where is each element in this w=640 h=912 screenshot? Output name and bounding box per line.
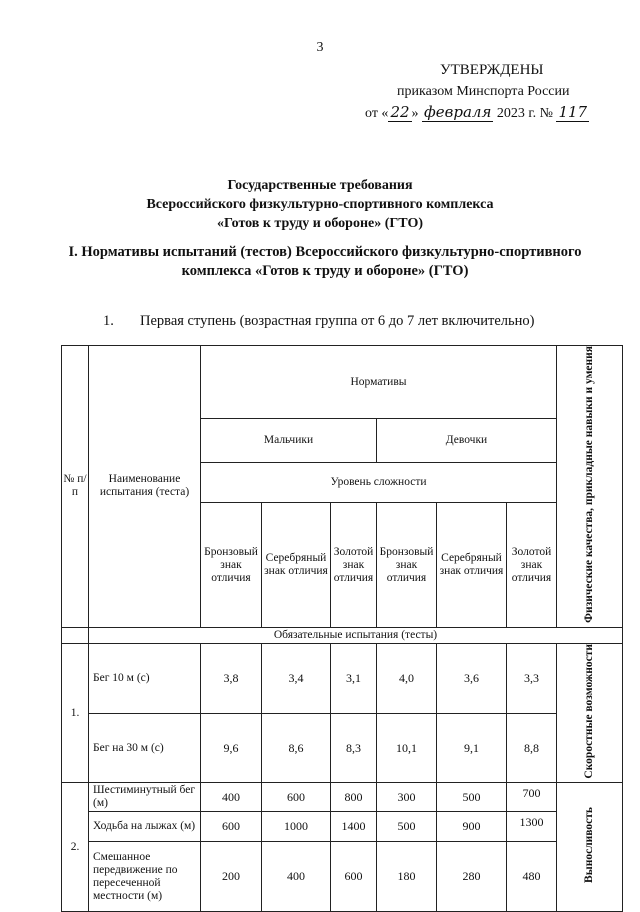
header-badge: Серебряный знак отличия xyxy=(262,503,331,627)
group-quality-text: Выносливость xyxy=(583,807,595,884)
value-cell: 600 xyxy=(331,842,377,912)
stage-title: Первая ступень (возрастная группа от 6 до 7 лет включительно) xyxy=(140,313,535,329)
page-number: 3 xyxy=(316,40,324,55)
section-heading-line: комплекса «Готов к труду и обороне» (ГТО) xyxy=(181,263,469,279)
value-cell: 800 xyxy=(331,783,377,812)
value-cell: 180 xyxy=(377,842,437,912)
header-qualities xyxy=(557,346,623,628)
handwritten-order-number: 117 xyxy=(558,103,588,121)
handwritten-day: 22 xyxy=(390,103,410,121)
group-quality xyxy=(557,783,623,912)
value-cell: 480 xyxy=(507,842,557,912)
handwritten-month: февраля xyxy=(424,103,492,121)
header-norms: Нормативы xyxy=(201,346,557,419)
value-cell: 600 xyxy=(262,783,331,812)
date-year: 2023 г. № xyxy=(496,106,553,121)
value-cell: 1400 xyxy=(331,812,377,842)
test-name: Бег 10 м (с) xyxy=(89,643,201,713)
approval-date-line xyxy=(365,102,615,124)
document-title xyxy=(0,176,640,233)
header-badge: Золотой знак отличия xyxy=(507,503,557,627)
value-cell: 8,8 xyxy=(507,714,557,783)
value-cell: 200 xyxy=(201,842,262,912)
header-test-name: Наименование испытания (теста) xyxy=(89,346,201,628)
group-num: 1. xyxy=(62,643,89,783)
value-cell: 3,4 xyxy=(262,643,331,713)
date-mid: » xyxy=(411,106,419,121)
header-num: № п/п xyxy=(62,346,89,628)
test-name: Шестиминутный бег (м) xyxy=(89,783,201,812)
title-line: Всероссийского физкультурно-спортивного комплекса xyxy=(146,197,494,212)
value-cell: 3,6 xyxy=(437,643,507,713)
header-girls: Девочки xyxy=(377,419,557,463)
group-quality xyxy=(557,643,623,783)
group-num: 2. xyxy=(62,783,89,912)
stage-number: 1. xyxy=(103,313,114,329)
value-cell: 3,8 xyxy=(201,643,262,713)
value-cell: 900 xyxy=(437,812,507,842)
stage-heading xyxy=(103,313,534,330)
value-cell: 300 xyxy=(377,783,437,812)
value-cell: 600 xyxy=(201,812,262,842)
value-cell: 9,1 xyxy=(437,714,507,783)
value-cell: 9,6 xyxy=(201,714,262,783)
header-qualities-text: Физические качества, прикладные навыки и умения xyxy=(583,346,595,623)
mandatory-blank xyxy=(62,627,89,643)
value-cell: 1000 xyxy=(262,812,331,842)
date-prefix: от « xyxy=(365,106,389,121)
value-cell: 500 xyxy=(377,812,437,842)
test-name: Бег на 30 м (с) xyxy=(89,714,201,783)
header-badge: Бронзовый знак отличия xyxy=(201,503,262,627)
header-level: Уровень сложности xyxy=(201,463,557,503)
value-cell: 280 xyxy=(437,842,507,912)
header-badge: Золотой знак отличия xyxy=(331,503,377,627)
value-cell: 400 xyxy=(201,783,262,812)
mandatory-label: Обязательные испытания (тесты) xyxy=(89,627,623,643)
value-cell: 3,3 xyxy=(507,643,557,713)
value-cell: 10,1 xyxy=(377,714,437,783)
approval-stamp xyxy=(365,60,615,124)
title-line: Государственные требования xyxy=(227,178,413,193)
section-heading-line: I. Нормативы испытаний (тестов) Всероссийского физкультурно-спортивного xyxy=(68,244,582,260)
test-name: Ходьба на лыжах (м) xyxy=(89,812,201,842)
approval-status: УТВЕРЖДЕНЫ xyxy=(440,62,544,78)
group-quality-text: Скоростные возможности xyxy=(583,643,595,779)
value-cell: 8,3 xyxy=(331,714,377,783)
approval-by: приказом Минспорта России xyxy=(397,84,570,99)
header-boys: Мальчики xyxy=(201,419,377,463)
value-cell: 3,1 xyxy=(331,643,377,713)
value-cell: 400 xyxy=(262,842,331,912)
header-badge: Бронзовый знак отличия xyxy=(377,503,437,627)
title-line: «Готов к труду и обороне» (ГТО) xyxy=(216,216,424,231)
value-cell: 8,6 xyxy=(262,714,331,783)
test-name: Смешанное передвижение по пересеченной местности (м) xyxy=(89,842,201,912)
value-cell: 1300 xyxy=(507,812,557,842)
header-badge: Серебряный знак отличия xyxy=(437,503,507,627)
value-cell: 4,0 xyxy=(377,643,437,713)
norms-table xyxy=(61,345,623,912)
value-cell: 500 xyxy=(437,783,507,812)
section-heading xyxy=(30,243,620,281)
value-cell: 700 xyxy=(507,783,557,812)
